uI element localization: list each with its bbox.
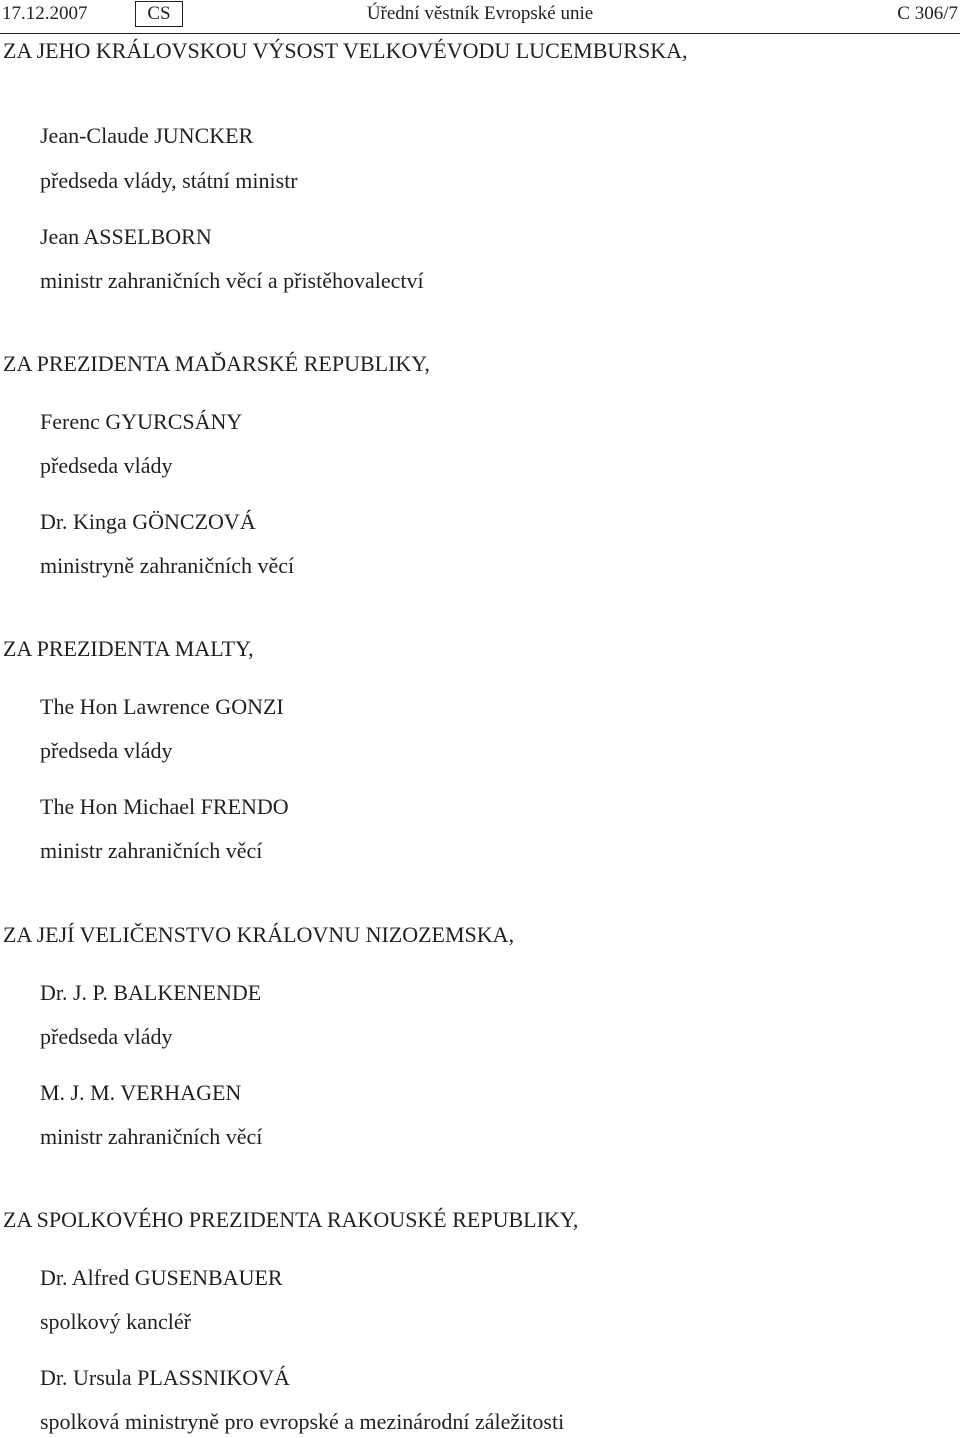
signatory-name: The Hon Lawrence GONZI — [40, 694, 284, 719]
signatory-name: Dr. J. P. BALKENENDE — [40, 980, 262, 1005]
signatory-title: spolková ministryně pro evropské a mezinárodní záležitosti — [40, 1409, 565, 1434]
signatory-title: ministr zahraničních věcí — [40, 838, 263, 863]
signatory-title: předseda vlády — [40, 453, 173, 478]
section-heading: ZA PREZIDENTA MAĎARSKÉ REPUBLIKY, — [3, 351, 430, 376]
signatory-name: M. J. M. VERHAGEN — [40, 1080, 242, 1105]
section-heading: ZA SPOLKOVÉHO PREZIDENTA RAKOUSKÉ REPUBLIKY, — [3, 1207, 579, 1232]
header-rule — [0, 33, 960, 34]
publication-date: 17.12.2007 — [2, 3, 88, 24]
signatory-name: Ferenc GYURCSÁNY — [40, 409, 243, 434]
journal-title: Úřední věstník Evropské unie — [366, 3, 594, 24]
signatory-name: Dr. Kinga GÖNCZOVÁ — [40, 509, 256, 534]
section-heading: ZA JEHO KRÁLOVSKOU VÝSOST VELKOVÉVODU LUCEMBURSKA, — [3, 38, 688, 63]
signatory-name: Dr. Alfred GUSENBAUER — [40, 1265, 283, 1290]
signatory-title: předseda vlády — [40, 738, 173, 763]
section-heading: ZA PREZIDENTA MALTY, — [3, 636, 254, 661]
signatory-name: Dr. Ursula PLASSNIKOVÁ — [40, 1365, 290, 1390]
signatory-title: předseda vlády, státní ministr — [40, 168, 298, 193]
signatory-title: ministr zahraničních věcí — [40, 1124, 263, 1149]
signatory-title: ministr zahraničních věcí a přistěhovalectví — [40, 268, 424, 293]
page-header — [0, 0, 960, 34]
page-number: C 306/7 — [897, 3, 958, 24]
section-heading: ZA JEJÍ VELIČENSTVO KRÁLOVNU NIZOZEMSKA, — [3, 922, 515, 947]
signatory-title: ministryně zahraničních věcí — [40, 553, 295, 578]
signatory-title: spolkový kancléř — [40, 1309, 191, 1334]
language-code-box: CS — [135, 1, 183, 27]
signatory-title: předseda vlády — [40, 1024, 173, 1049]
signatory-name: Jean-Claude JUNCKER — [40, 123, 254, 148]
signatory-name: The Hon Michael FRENDO — [40, 794, 289, 819]
signatory-name: Jean ASSELBORN — [40, 224, 212, 249]
